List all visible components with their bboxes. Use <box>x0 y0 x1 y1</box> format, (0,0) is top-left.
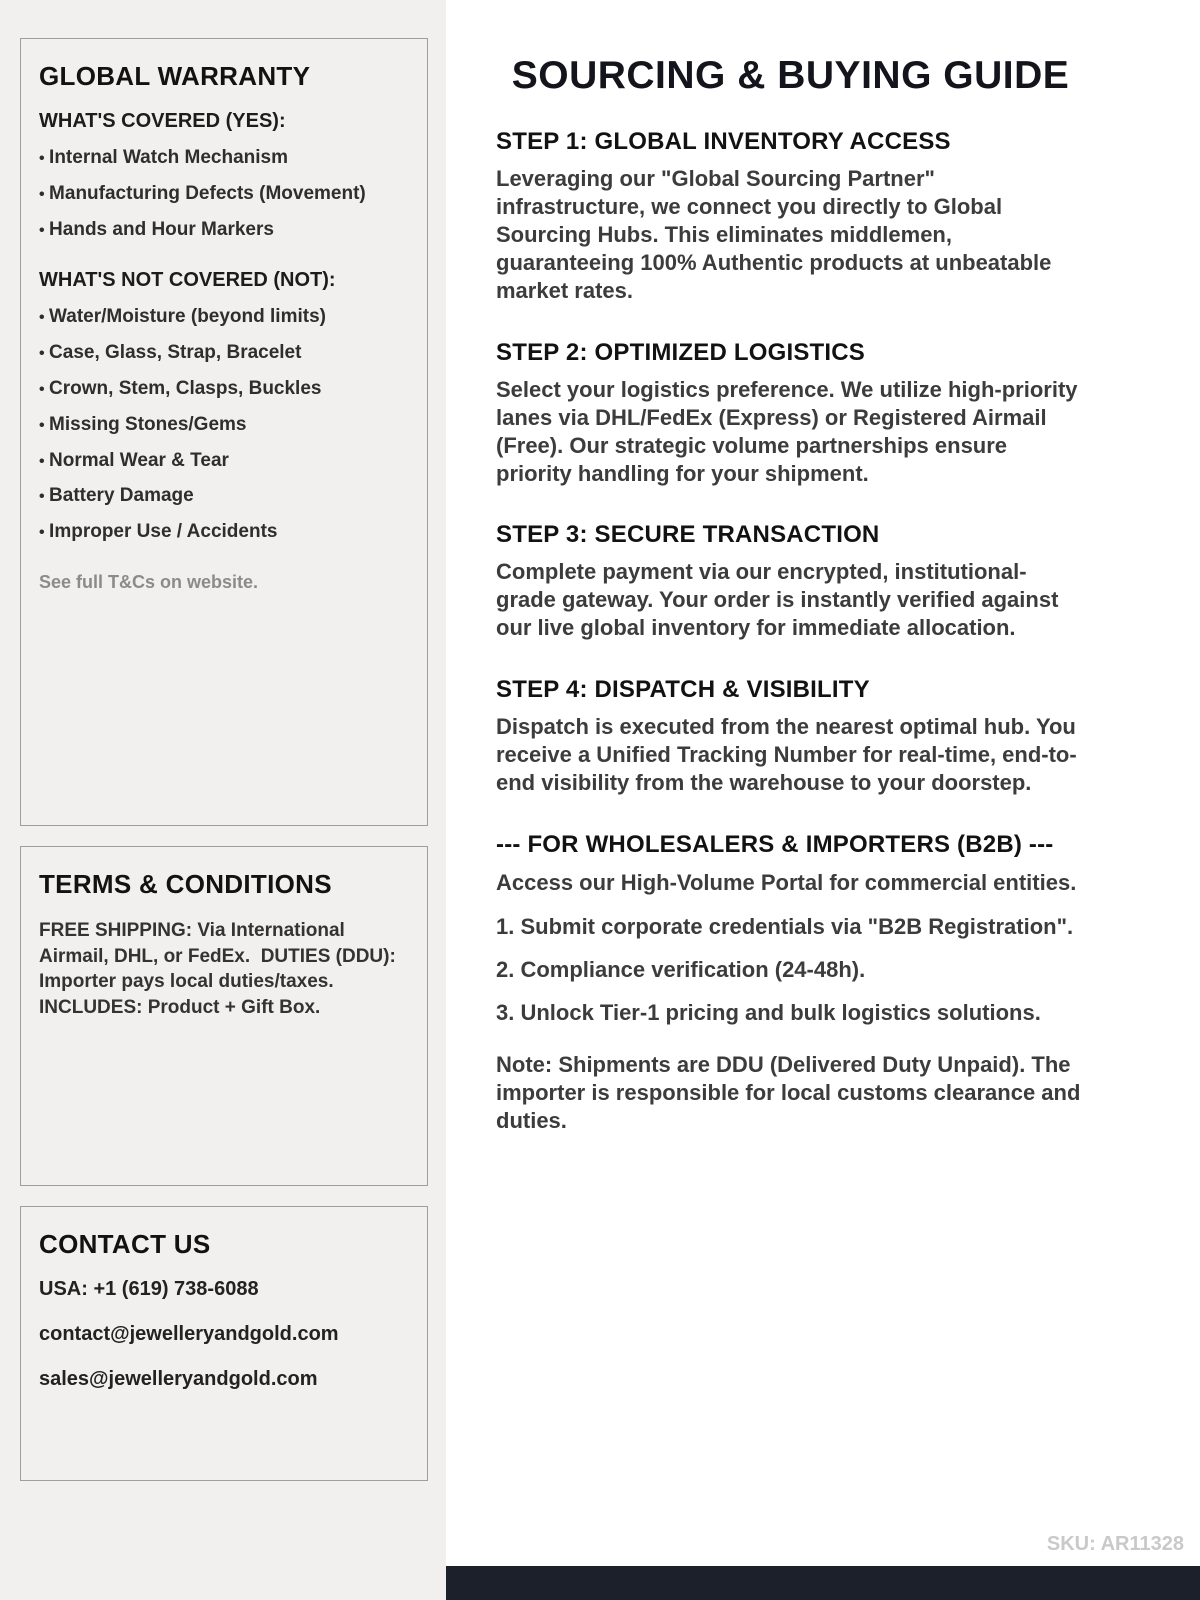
step-2-section <box>496 339 1085 488</box>
step-3-section <box>496 521 1085 642</box>
covered-title: WHAT'S COVERED (YES): <box>39 110 286 132</box>
terms-body: FREE SHIPPING: Via International Airmail, DHL, or FedEx. DUTIES (DDU): Importer pays local duties/taxes. INCLUDES: Product + Gift Box. <box>39 920 402 1018</box>
page-title: SOURCING & BUYING GUIDE <box>511 54 1070 97</box>
covered-item: • Hands and Hour Markers <box>39 219 409 242</box>
warranty-title: GLOBAL WARRANTY <box>39 61 311 91</box>
warranty-footnote: See full T&Cs on website. <box>39 571 259 592</box>
step-1-body: Leveraging our "Global Sourcing Partner" infrastructure, we connect you directly to Global Sourcing Hubs. This eliminates middlemen, guaranteeing 100% Authentic products at unbeatable market rates. <box>496 166 1052 303</box>
contact-title: CONTACT US <box>39 1229 211 1259</box>
sidebar <box>0 0 446 1600</box>
not-covered-item: • Improper Use / Accidents <box>39 521 409 544</box>
not-covered-item: • Battery Damage <box>39 485 409 508</box>
not-covered-item: • Water/Moisture (beyond limits) <box>39 306 409 329</box>
contact-phone: USA: +1 (619) 738-6088 <box>39 1278 259 1300</box>
terms-title: TERMS & CONDITIONS <box>39 869 332 899</box>
step-4-section <box>496 676 1085 797</box>
b2b-section <box>496 831 1085 1135</box>
b2b-heading: --- FOR WHOLESALERS & IMPORTERS (B2B) --- <box>496 831 1054 859</box>
step-1-heading: STEP 1: GLOBAL INVENTORY ACCESS <box>496 128 951 155</box>
step-4-body: Dispatch is executed from the nearest optimal hub. You receive a Unified Tracking Number for real-time, end-to-end visibility from the warehouse to your doorstep. <box>496 714 1077 796</box>
sku-label: SKU: AR11328 <box>1046 1533 1184 1555</box>
footer-bar <box>446 1566 1200 1600</box>
contact-email-sales: sales@jewelleryandgold.com <box>39 1368 318 1390</box>
covered-list <box>39 147 409 241</box>
step-3-body: Complete payment via our encrypted, institutional-grade gateway. Your order is instantly verified against our live global inventory for immediate allocation. <box>496 559 1059 641</box>
not-covered-item: • Missing Stones/Gems <box>39 414 409 437</box>
not-covered-title: WHAT'S NOT COVERED (NOT): <box>39 269 336 292</box>
not-covered-list <box>39 306 409 544</box>
not-covered-item: • Normal Wear & Tear <box>39 450 409 473</box>
contact-box <box>20 1206 428 1481</box>
step-2-heading: STEP 2: OPTIMIZED LOGISTICS <box>496 338 865 366</box>
step-1-section <box>496 128 1085 305</box>
step-3-heading: STEP 3: SECURE TRANSACTION <box>496 521 880 549</box>
step-4-heading: STEP 4: DISPATCH & VISIBILITY <box>496 676 870 704</box>
b2b-item-3: 3. Unlock Tier-1 pricing and bulk logistics solutions. <box>496 999 1041 1025</box>
b2b-intro: Access our High-Volume Portal for commercial entities. <box>496 870 1077 896</box>
b2b-item-2: 2. Compliance verification (24-48h). <box>496 956 866 982</box>
not-covered-item: • Crown, Stem, Clasps, Buckles <box>39 378 409 401</box>
warranty-box <box>20 38 428 826</box>
terms-box <box>20 846 428 1186</box>
contact-email-primary: contact@jewelleryandgold.com <box>39 1323 339 1345</box>
b2b-note: Note: Shipments are DDU (Delivered Duty Unpaid). The importer is responsible for local customs clearance and duties. <box>496 1051 1081 1133</box>
covered-item: • Manufacturing Defects (Movement) <box>39 183 409 206</box>
main-content <box>446 0 1200 1600</box>
step-2-body: Select your logistics preference. We utilize high-priority lanes via DHL/FedEx (Express) or Registered Airmail (Free). Our strategic volume partnerships ensure priority handling for your shipment. <box>496 376 1078 486</box>
b2b-item-1: 1. Submit corporate credentials via "B2B Registration". <box>496 914 1074 939</box>
not-covered-item: • Case, Glass, Strap, Bracelet <box>39 342 409 365</box>
covered-item: • Internal Watch Mechanism <box>39 147 409 170</box>
